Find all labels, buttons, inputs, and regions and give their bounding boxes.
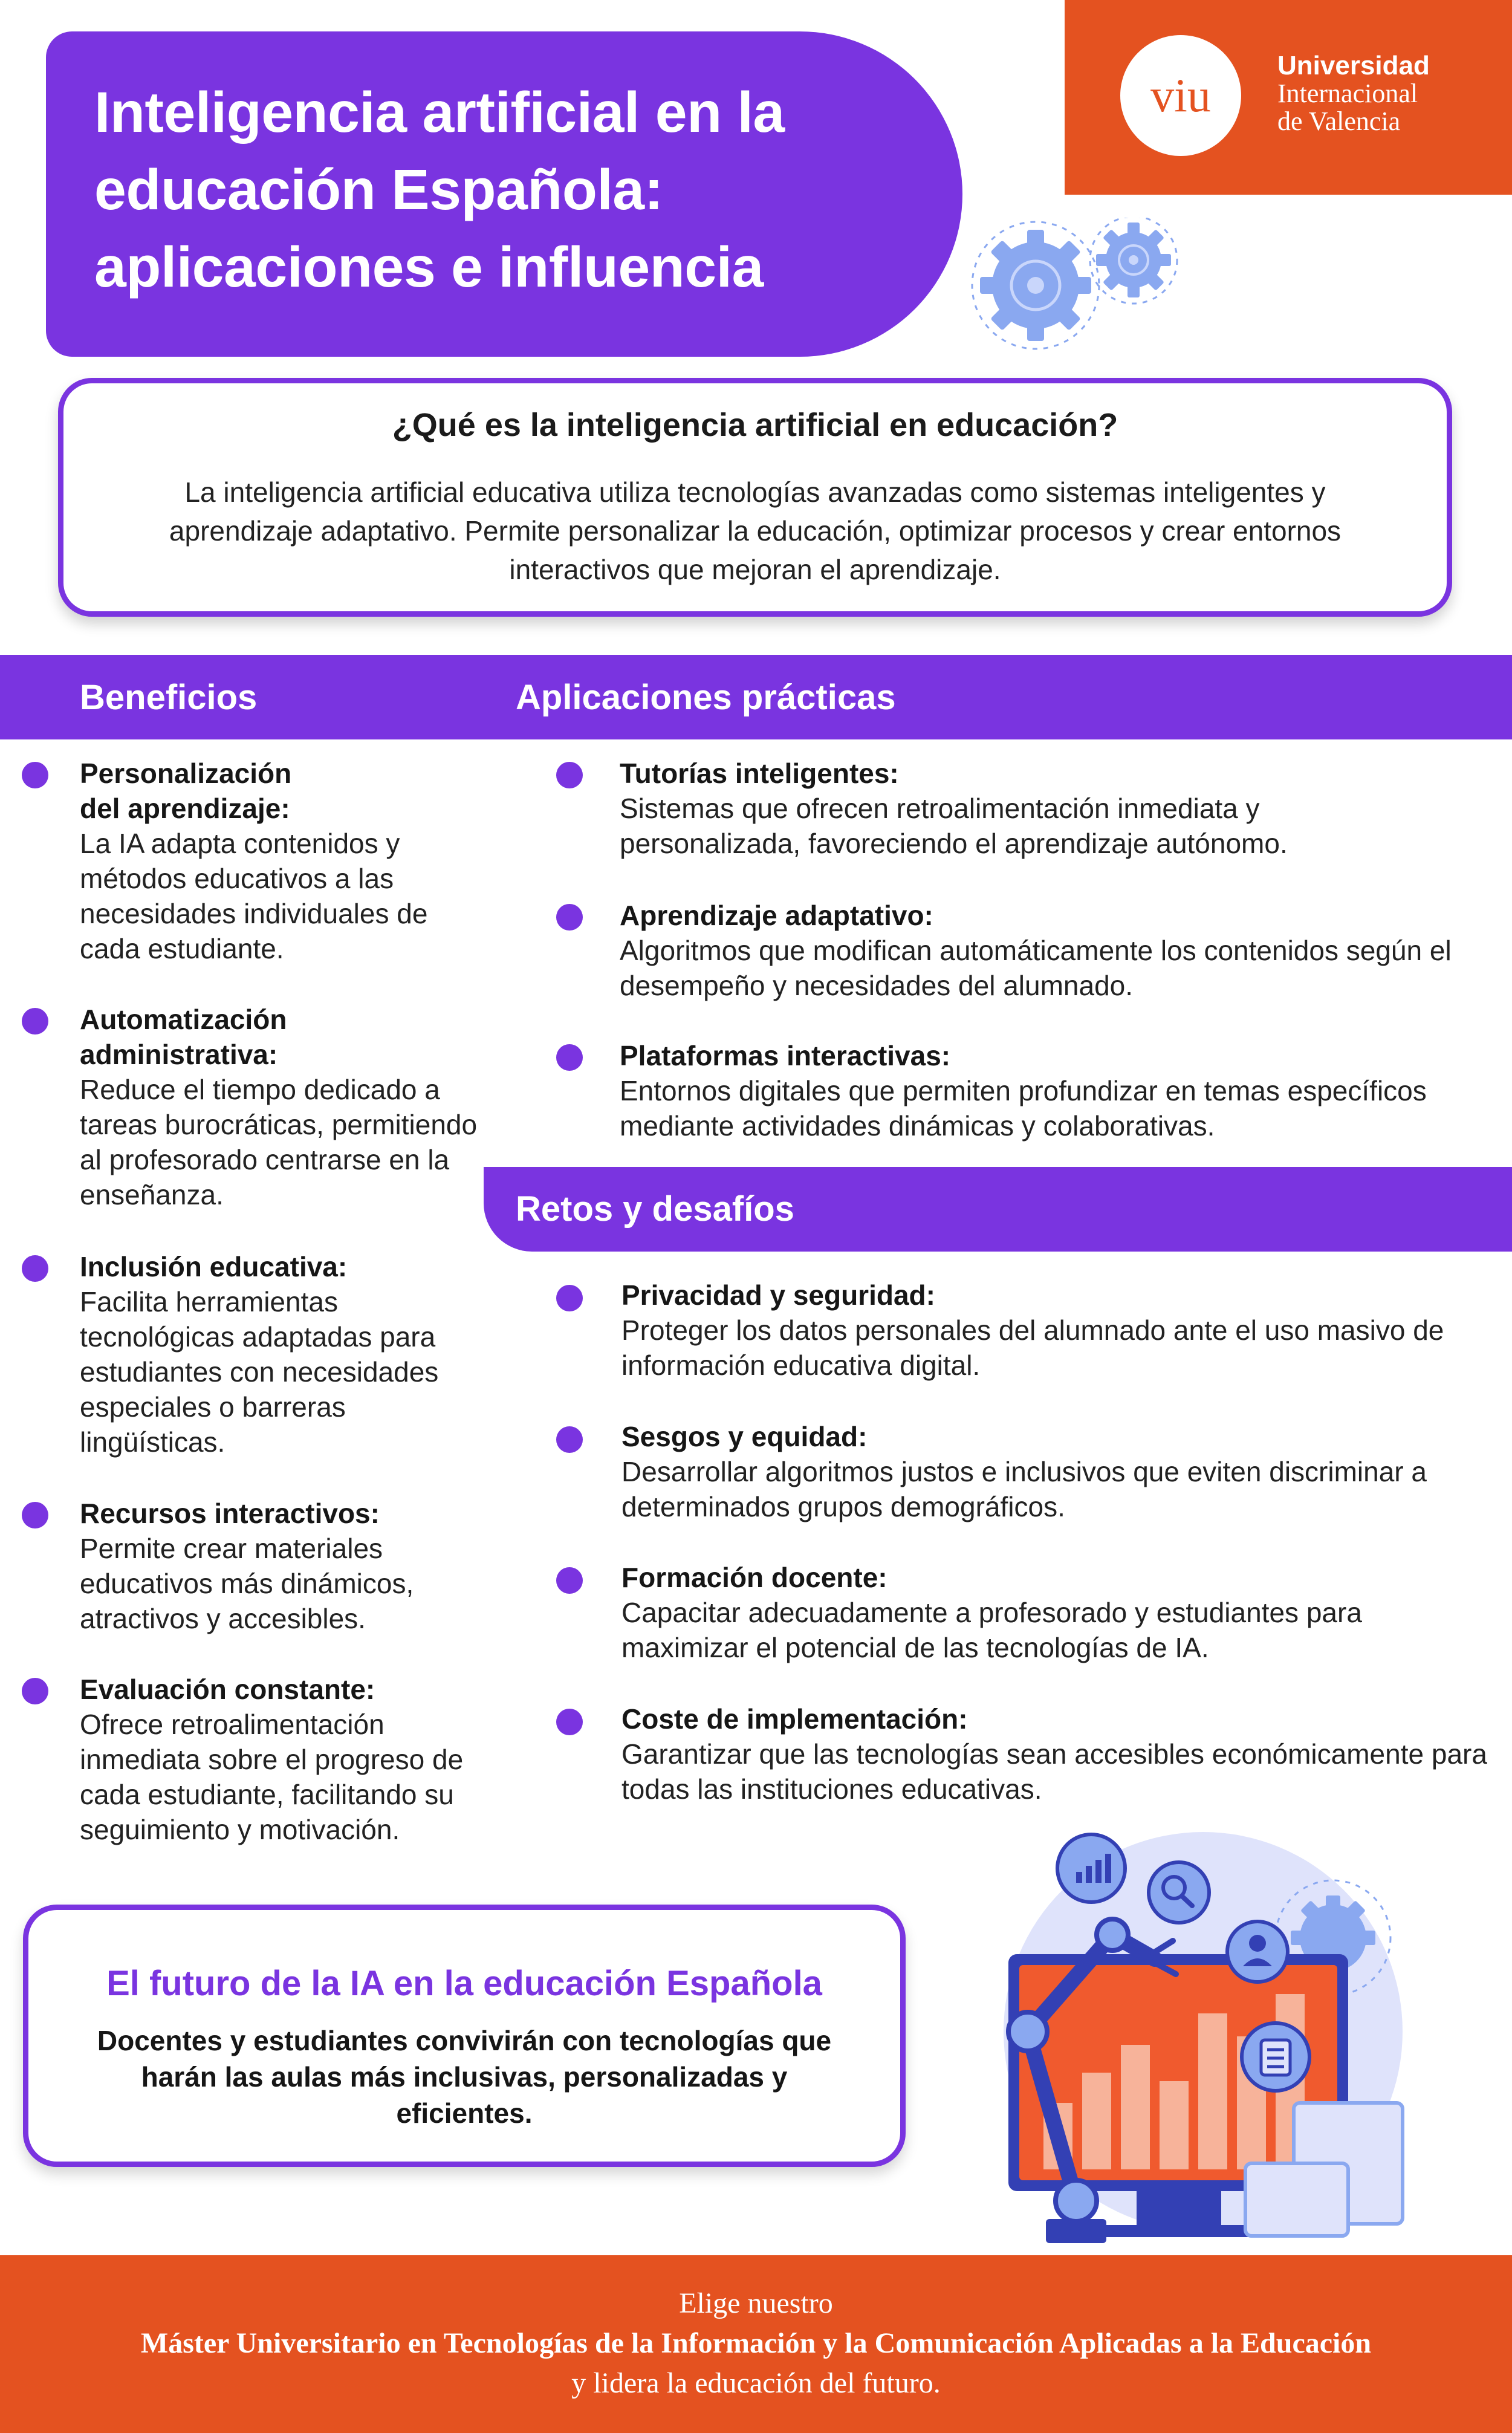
reto-title: Formación docente: [621, 1562, 887, 1593]
beneficio-desc: La IA adapta contenidos y métodos educativos a las necesidades individuales de cada estudiante. [80, 828, 428, 964]
aplicaciones-heading: Aplicaciones prácticas [516, 678, 896, 717]
page-title-line: Inteligencia artificial en la [94, 80, 785, 145]
footer-program-name[interactable]: Máster Universitario en Tecnologías de la Información y la Comunicación Aplicadas a la Educación [140, 2327, 1372, 2359]
page-title [94, 74, 941, 306]
beneficio-desc: Facilita herramientas tecnológicas adaptadas para estudiantes con necesidades especiales o barreras lingüísticas. [80, 1286, 439, 1458]
aplicacion-desc: Algoritmos que modifican automáticamente los contenidos según el desempeño y necesidades del alumnado. [620, 935, 1452, 1001]
university-name-line: de Valencia [1277, 106, 1401, 136]
beneficios-heading: Beneficios [80, 678, 258, 717]
bar-chart-icon [1057, 1834, 1125, 1902]
bullet-icon [22, 1255, 48, 1282]
aplicacion-title: Tutorías inteligentes: [620, 758, 899, 789]
bullet-icon [556, 1285, 583, 1311]
bullet-icon [556, 1709, 583, 1735]
reto-title: Coste de implementación: [621, 1703, 968, 1735]
aplicacion-title: Plataformas interactivas: [620, 1040, 951, 1071]
robot-arm-dashboard-illustration [961, 1832, 1421, 2249]
reto-desc: Proteger los datos personales del alumnado ante el uso masivo de información educativa digital. [621, 1314, 1444, 1381]
bullet-icon [556, 904, 583, 931]
university-logo[interactable] [1065, 0, 1512, 195]
beneficio-title: Personalización del aprendizaje: [80, 758, 292, 824]
reto-desc: Capacitar adecuadamente a profesorado y estudiantes para maximizar el potencial de las tecnologías de IA. [621, 1597, 1362, 1663]
reto-title: Privacidad y seguridad: [621, 1279, 935, 1311]
intro-title: ¿Qué es la inteligencia artificial en educación? [392, 407, 1118, 443]
footer-cta[interactable] [0, 2255, 1512, 2433]
retos-heading: Retos y desafíos [516, 1189, 794, 1229]
gears-icon [958, 218, 1182, 357]
beneficio-desc: Reduce el tiempo dedicado a tareas burocráticas, permitiendo al profesorado centrarse en la enseñanza. [80, 1074, 478, 1210]
bullet-icon [556, 1426, 583, 1453]
header-title-banner [46, 31, 962, 357]
future-text: Docentes y estudiantes convivirán con tecnologías que harán las aulas más inclusivas, personalizadas y eficientes. [97, 2025, 832, 2129]
footer-line-1: Elige nuestro [679, 2287, 833, 2319]
university-name-line: Internacional [1277, 79, 1418, 108]
aplicacion-desc: Entornos digitales que permiten profundizar en temas específicos mediante actividades dinámicas y colaborativas. [620, 1075, 1427, 1142]
future-title: El futuro de la IA en la educación Española [106, 1964, 822, 2003]
footer-line-3: y lidera la educación del futuro. [571, 2367, 941, 2399]
bullet-icon [22, 762, 48, 788]
bullet-icon [22, 1678, 48, 1704]
viu-logo-mark: viu [1120, 35, 1241, 156]
aplicacion-title: Aprendizaje adaptativo: [620, 900, 933, 931]
aplicacion-desc: Sistemas que ofrecen retroalimentación inmediata y personalizada, favoreciendo el aprendizaje autónomo. [620, 793, 1288, 859]
reto-desc: Garantizar que las tecnologías sean accesibles económicamente para todas las instituciones educativas. [621, 1738, 1487, 1805]
intro-card [58, 378, 1452, 617]
bullet-icon [22, 1008, 48, 1035]
document-icon [1242, 2023, 1309, 2091]
magnifier-icon [1149, 1862, 1209, 1923]
beneficio-title: Evaluación constante: [80, 1674, 375, 1705]
university-name-line: Universidad [1277, 51, 1430, 80]
reto-title: Sesgos y equidad: [621, 1421, 868, 1452]
beneficio-desc: Permite crear materiales educativos más dinámicos, atractivos y accesibles. [80, 1533, 414, 1634]
beneficio-desc: Ofrece retroalimentación inmediata sobre el progreso de cada estudiante, facilitando su seguimiento y motivación. [80, 1709, 464, 1845]
future-card [23, 1905, 906, 2167]
beneficio-title: Automatización administrativa: [80, 1004, 287, 1070]
bullet-icon [556, 1044, 583, 1071]
reto-desc: Desarrollar algoritmos justos e inclusivos que eviten discriminar a determinados grupos demográficos. [621, 1456, 1427, 1522]
bullet-icon [556, 762, 583, 788]
bullet-icon [22, 1502, 48, 1528]
user-icon [1227, 1921, 1288, 1982]
page-title-line: educación Española: [94, 158, 663, 222]
university-name [1277, 52, 1430, 135]
bullet-icon [556, 1567, 583, 1594]
intro-text: La inteligencia artificial educativa utiliza tecnologías avanzadas como sistemas inteligentes y aprendizaje adaptativo. Permite personalizar la educación, optimizar procesos y crear entornos interactivos que mejoran el aprendizaje. [169, 476, 1342, 585]
beneficio-title: Inclusión educativa: [80, 1251, 348, 1282]
beneficio-title: Recursos interactivos: [80, 1498, 380, 1529]
page-title-line: aplicaciones e influencia [94, 235, 764, 299]
